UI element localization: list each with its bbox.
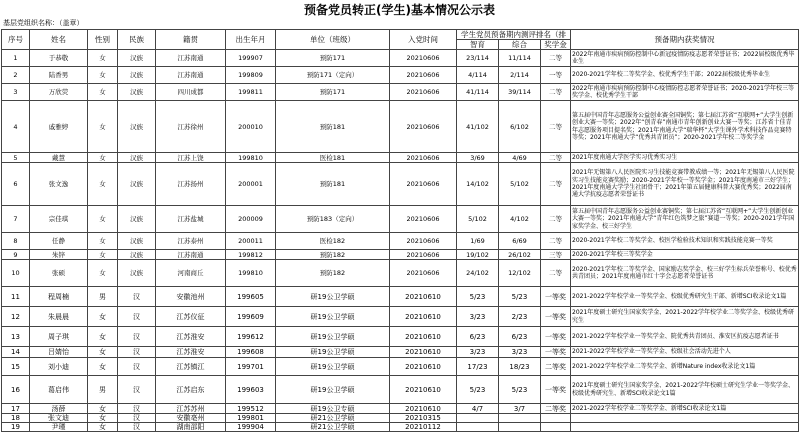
row-jiang: 三等 [541,250,571,260]
row-gender: 女 [88,153,118,163]
row-seq: 4 [2,101,30,153]
row-join: 20210606 [390,153,457,163]
row-ethnicity: 汉 [118,358,156,376]
row-join: 20210610 [390,327,457,347]
table-row [2,163,799,206]
row-gender: 女 [88,67,118,84]
row-origin: 江苏淮安 [156,347,226,358]
row-jiang: 一等 [541,67,571,84]
row-zhiyu: 5/23 [457,376,499,404]
row-jiang: 二等 [541,101,571,153]
row-origin: 江苏南通 [156,67,226,84]
row-name: 朱锌 [30,250,88,260]
table-row [2,206,799,233]
header-row-1 [2,30,799,40]
row-gender: 女 [88,233,118,250]
row-gender: 女 [88,250,118,260]
row-seq: 3 [2,84,30,101]
row-origin: 江苏苏州 [156,404,226,414]
row-name: 朱晨晨 [30,307,88,327]
row-birth: 200001 [226,163,276,206]
row-honors: 2022年南通市疾病预防控制中心疫情防控志愿者荣誉证书；2020-2021学年校三等奖学金、校优秀学生干部 [571,84,799,101]
table-row [2,101,799,153]
row-birth: 199810 [226,260,276,287]
row-honors: 2020-2021学年校二等奖学金、国家励志奖学金、校三好学生标兵荣誉称号、校优秀共青团员；2021年度南通市红十字会志愿者荣誉证书 [571,260,799,287]
table-row [2,414,799,423]
row-birth: 199801 [226,414,276,423]
row-ethnicity: 汉族 [118,260,156,287]
row-join: 20210606 [390,163,457,206]
row-origin: 江苏启东 [156,376,226,404]
row-name: 戚雅婷 [30,101,88,153]
row-zonghe: 5/102 [499,163,541,206]
row-gender: 女 [88,404,118,414]
header-join-date: 入党时间 [390,30,457,50]
header-jiang: 奖学金 [541,40,571,50]
row-jiang: 二等 [541,163,571,206]
row-origin: 江苏淮安 [156,327,226,347]
row-zhiyu: 41/102 [457,101,499,153]
row-join: 20210610 [390,404,457,414]
row-birth: 199512 [226,404,276,414]
table-row [2,347,799,358]
row-name: 葛启伟 [30,376,88,404]
table-row [2,287,799,307]
row-honors: 2021-2022学年校学业二等奖学金、新增Nature index收录论文1篇 [571,358,799,376]
row-seq: 9 [2,250,30,260]
table-row [2,376,799,404]
row-honors: 2020-2021学年校三等奖学金 [571,250,799,260]
row-birth: 199907 [226,50,276,67]
row-birth: 200011 [226,233,276,250]
row-ethnicity: 汉族 [118,250,156,260]
row-jiang: 二等 [541,50,571,67]
row-zonghe: 3/7 [499,404,541,414]
row-ethnicity: 汉 [118,404,156,414]
row-ethnicity: 汉族 [118,233,156,250]
row-unit: 医检181 [276,153,390,163]
row-seq: 6 [2,163,30,206]
row-birth: 199609 [226,307,276,327]
row-seq: 10 [2,260,30,287]
row-jiang: 二等 [541,206,571,233]
row-seq: 8 [2,233,30,250]
table-row [2,327,799,347]
row-seq: 18 [2,414,30,423]
row-origin: 江苏泰州 [156,233,226,250]
row-unit: 研19公卫学硕 [276,358,390,376]
row-seq: 2 [2,67,30,84]
row-zonghe: 12/102 [499,260,541,287]
page-title: 预备党员转正(学生)基本情况公示表 [304,3,495,17]
row-join: 20210610 [390,307,457,327]
row-origin: 安徽亳州 [156,414,226,423]
row-gender: 女 [88,50,118,67]
row-zonghe: 3/23 [499,347,541,358]
row-ethnicity: 汉 [118,307,156,327]
header-seq: 序号 [2,30,30,50]
row-zhiyu [457,423,499,432]
row-ethnicity: 汉族 [118,206,156,233]
row-ethnicity: 汉族 [118,153,156,163]
row-name: 于恭敬 [30,50,88,67]
row-seq: 5 [2,153,30,163]
row-honors [571,423,799,432]
row-join: 20210610 [390,376,457,404]
table-row [2,404,799,414]
row-zonghe: 4/102 [499,206,541,233]
row-name: 任静 [30,233,88,250]
header-ranking-group: 学生党员预备期内测评排名（排 [457,30,571,40]
row-gender: 女 [88,327,118,347]
row-jiang: 二等奖 [541,358,571,376]
row-honors: 2020-2021学年校二等奖学金、校优秀学生干部；2022届校级优秀毕业生 [571,67,799,84]
row-honors: 2021年度南通大学医学实习优秀实习生 [571,153,799,163]
row-birth: 199811 [226,84,276,101]
row-seq: 19 [2,423,30,432]
row-join: 20210606 [390,250,457,260]
row-unit: 研19公卫学硕 [276,287,390,307]
row-honors: 2021-2022学年校学业一等奖学金、校级社会活动先进个人 [571,347,799,358]
row-jiang: 二等 [541,233,571,250]
row-honors: 2020-2021学年校二等奖学金、校医学检验技术知识和实践技能竞赛一等奖 [571,233,799,250]
row-unit: 研19公卫学硕 [276,327,390,347]
row-unit: 研19公卫学硕 [276,347,390,358]
header-gender: 性别 [88,30,118,50]
row-zonghe [499,414,541,423]
table-row [2,84,799,101]
row-birth: 199608 [226,347,276,358]
row-zonghe: 18/23 [499,358,541,376]
row-birth: 199612 [226,327,276,347]
row-zhiyu: 5/23 [457,287,499,307]
row-zhiyu: 3/23 [457,307,499,327]
table-row [2,50,799,67]
row-name: 戴慧 [30,153,88,163]
row-gender: 女 [88,163,118,206]
row-jiang: 二等奖 [541,404,571,414]
row-birth: 200010 [226,101,276,153]
row-name: 张文逸 [30,163,88,206]
row-unit: 研19公卫学硕 [276,376,390,404]
table-row [2,423,799,432]
table-row [2,260,799,287]
row-ethnicity: 汉 [118,287,156,307]
row-zhiyu: 24/102 [457,260,499,287]
row-join: 20210606 [390,206,457,233]
row-origin: 湖南邵阳 [156,423,226,432]
row-origin: 江苏扬州 [156,163,226,206]
header-zhiyu: 智育 [457,40,499,50]
row-zhiyu: 6/23 [457,327,499,347]
row-name: 周子琪 [30,327,88,347]
row-origin: 四川成都 [156,84,226,101]
row-zonghe: 6/69 [499,233,541,250]
row-name: 陆香男 [30,67,88,84]
row-zonghe: 5/23 [499,287,541,307]
row-seq: 13 [2,327,30,347]
row-gender: 女 [88,260,118,287]
row-birth: 200009 [226,206,276,233]
row-name: 万欣荧 [30,84,88,101]
row-join: 20210610 [390,347,457,358]
row-unit: 研21公卫学硕 [276,423,390,432]
row-name: 张文迪 [30,414,88,423]
row-zonghe: 2/114 [499,67,541,84]
row-unit: 预防183（定向） [276,206,390,233]
row-ethnicity: 汉 [118,423,156,432]
row-honors: 2021年无锡第八人民医院实习生技能竞赛带教成绩一等；2021年无锡第八人民医院实习生技能竞赛奖励；2020-2021学年校一等奖学金；2021年度南通市三好学生；2021年度南通大学学生社团骨干；2021年第五届健康科普大赛优秀奖；2022届南通大学抗疫志愿者荣誉证书 [571,163,799,206]
row-origin: 安徽池州 [156,287,226,307]
row-ethnicity: 汉族 [118,67,156,84]
row-seq: 15 [2,358,30,376]
header-zonghe: 综合 [499,40,541,50]
row-name: 宗佳琪 [30,206,88,233]
row-zhiyu: 19/102 [457,250,499,260]
row-seq: 14 [2,347,30,358]
row-birth: 199809 [226,67,276,84]
row-join: 20210112 [390,423,457,432]
row-birth: 199701 [226,358,276,376]
row-origin: 江苏上饶 [156,153,226,163]
row-join: 20210606 [390,50,457,67]
row-birth: 199904 [226,423,276,432]
row-birth: 199603 [226,376,276,404]
table-row [2,358,799,376]
header-honors: 预备期内获奖情况 [571,30,799,50]
row-gender: 女 [88,307,118,327]
row-zonghe: 26/102 [499,250,541,260]
row-honors: 2021-2022学年校学业一等奖学金、院优秀共青团员、淮安区抗疫志愿者证书 [571,327,799,347]
row-zhiyu [457,414,499,423]
row-seq: 1 [2,50,30,67]
row-ethnicity: 汉 [118,414,156,423]
row-ethnicity: 汉 [118,327,156,347]
row-jiang: 一等奖 [541,327,571,347]
row-ethnicity: 汉 [118,347,156,358]
row-zhiyu: 3/23 [457,347,499,358]
row-gender: 女 [88,101,118,153]
row-zonghe: 5/23 [499,376,541,404]
row-zonghe: 39/114 [499,84,541,101]
row-zhiyu: 3/69 [457,153,499,163]
row-ethnicity: 汉族 [118,163,156,206]
row-gender: 女 [88,423,118,432]
row-join: 20210610 [390,287,457,307]
row-jiang [541,414,571,423]
row-jiang: 一等奖 [541,307,571,327]
row-honors: 2021年度硕士研究生国家奖学金、2021-2022学年校学业二等奖学金、校级优秀研究生 [571,307,799,327]
row-unit: 预防182 [276,250,390,260]
row-gender: 女 [88,414,118,423]
row-origin: 江苏盐城 [156,206,226,233]
row-jiang: 二等 [541,84,571,101]
row-jiang: 一等奖 [541,376,571,404]
row-zonghe: 11/114 [499,50,541,67]
row-unit: 预防181 [276,101,390,153]
row-seq: 7 [2,206,30,233]
row-unit: 预防181 [276,163,390,206]
row-zhiyu: 1/69 [457,233,499,250]
row-unit: 研19公卫专硕 [276,404,390,414]
org-label: 基层党组织名称：（盖章） [3,19,84,27]
table-row [2,153,799,163]
row-seq: 17 [2,404,30,414]
row-honors: 2022年南通市疾病预防控制中心新冠疫情防疫志愿者荣誉证书；2022届校级优秀毕业生 [571,50,799,67]
row-birth: 199812 [226,250,276,260]
row-join: 20210606 [390,67,457,84]
row-gender: 男 [88,376,118,404]
header-ethnicity: 民族 [118,30,156,50]
row-jiang: 一等奖 [541,347,571,358]
table-row [2,250,799,260]
row-join: 20210606 [390,101,457,153]
row-jiang: 一等奖 [541,287,571,307]
row-zhiyu: 23/114 [457,50,499,67]
row-zhiyu: 4/7 [457,404,499,414]
row-ethnicity: 汉族 [118,101,156,153]
row-name: 刘小迪 [30,358,88,376]
row-seq: 12 [2,307,30,327]
header-name: 姓名 [30,30,88,50]
row-origin: 江苏仪征 [156,307,226,327]
row-name: 张硕 [30,260,88,287]
row-name: 尹瑾 [30,423,88,432]
row-unit: 预防182 [276,260,390,287]
row-ethnicity: 汉族 [118,84,156,101]
row-zonghe: 2/23 [499,307,541,327]
row-seq: 11 [2,287,30,307]
row-name: 吕婧怡 [30,347,88,358]
row-ethnicity: 汉族 [118,50,156,67]
row-zonghe: 4/69 [499,153,541,163]
row-join: 20210606 [390,84,457,101]
row-gender: 女 [88,358,118,376]
row-join: 20210610 [390,358,457,376]
row-birth: 199605 [226,287,276,307]
row-jiang [541,423,571,432]
row-zonghe: 6/23 [499,327,541,347]
header-birth: 出生年月 [226,30,276,50]
row-join: 20210606 [390,233,457,250]
row-zhiyu: 5/102 [457,206,499,233]
row-honors [571,414,799,423]
row-unit: 医检182 [276,233,390,250]
row-honors: 2021-2022学年校学业二等奖学金、新增SCI收录论文1篇 [571,404,799,414]
row-jiang: 二等 [541,260,571,287]
roster-table [1,29,799,432]
row-gender: 女 [88,347,118,358]
row-unit: 研19公卫学硕 [276,307,390,327]
row-origin: 江苏南通 [156,50,226,67]
row-name: 程周楠 [30,287,88,307]
row-birth: 199810 [226,153,276,163]
row-origin: 江苏镇江 [156,358,226,376]
row-honors: 2021年度硕士研究生国家奖学金、2021-2022学年校硕士研究生学业一等奖学金、校级优秀研究生、新增SCI收录论文1篇 [571,376,799,404]
header-unit: 单位（班级） [276,30,390,50]
header-origin: 籍贯 [156,30,226,50]
row-unit: 研21公卫学硕 [276,414,390,423]
row-unit: 预防171 [276,84,390,101]
table-row [2,233,799,250]
table-row [2,67,799,84]
row-origin: 江苏南通 [156,250,226,260]
row-honors: 第五届中国青年志愿服务公益创业赛全国铜奖；第七届江苏省“互联网+”大学生创新创业大赛一等奖；2022年“创青春”南通市青年创新创业大赛一等奖；江苏省十佳青年志愿服务项目提名奖；2021年南通大学“瑞华杯”大学生课外学术科技作品竞赛特等奖；2021年南通大学“优秀共青团员”；2020-2021学年校二等奖学金 [571,101,799,153]
row-unit: 预防171 [276,50,390,67]
row-gender: 男 [88,287,118,307]
row-gender: 女 [88,206,118,233]
row-zhiyu: 14/102 [457,163,499,206]
row-origin: 江苏徐州 [156,101,226,153]
row-gender: 女 [88,84,118,101]
row-zhiyu: 41/114 [457,84,499,101]
row-zonghe: 6/102 [499,101,541,153]
row-zonghe [499,423,541,432]
row-honors: 2021-2022学年校学业一等奖学金、校级优秀研究生干部、新增SCI收录论文1篇 [571,287,799,307]
row-join: 20210315 [390,414,457,423]
row-join: 20210606 [390,260,457,287]
row-unit: 预防171（定向） [276,67,390,84]
row-jiang: 二等 [541,153,571,163]
row-name: 汤薛 [30,404,88,414]
row-origin: 河南商丘 [156,260,226,287]
table-row [2,307,799,327]
row-zhiyu: 4/114 [457,67,499,84]
row-seq: 16 [2,376,30,404]
row-ethnicity: 汉 [118,376,156,404]
row-honors: 第五届中国青年志愿服务公益创业赛铜奖；第七届江苏省“互联网+”大学生创新创业大赛一等奖；2021年南通大学“青年红色筑梦之旅”赛道一等奖；2020-2021学年国家奖学金、校三好学生 [571,206,799,233]
row-zhiyu: 17/23 [457,358,499,376]
